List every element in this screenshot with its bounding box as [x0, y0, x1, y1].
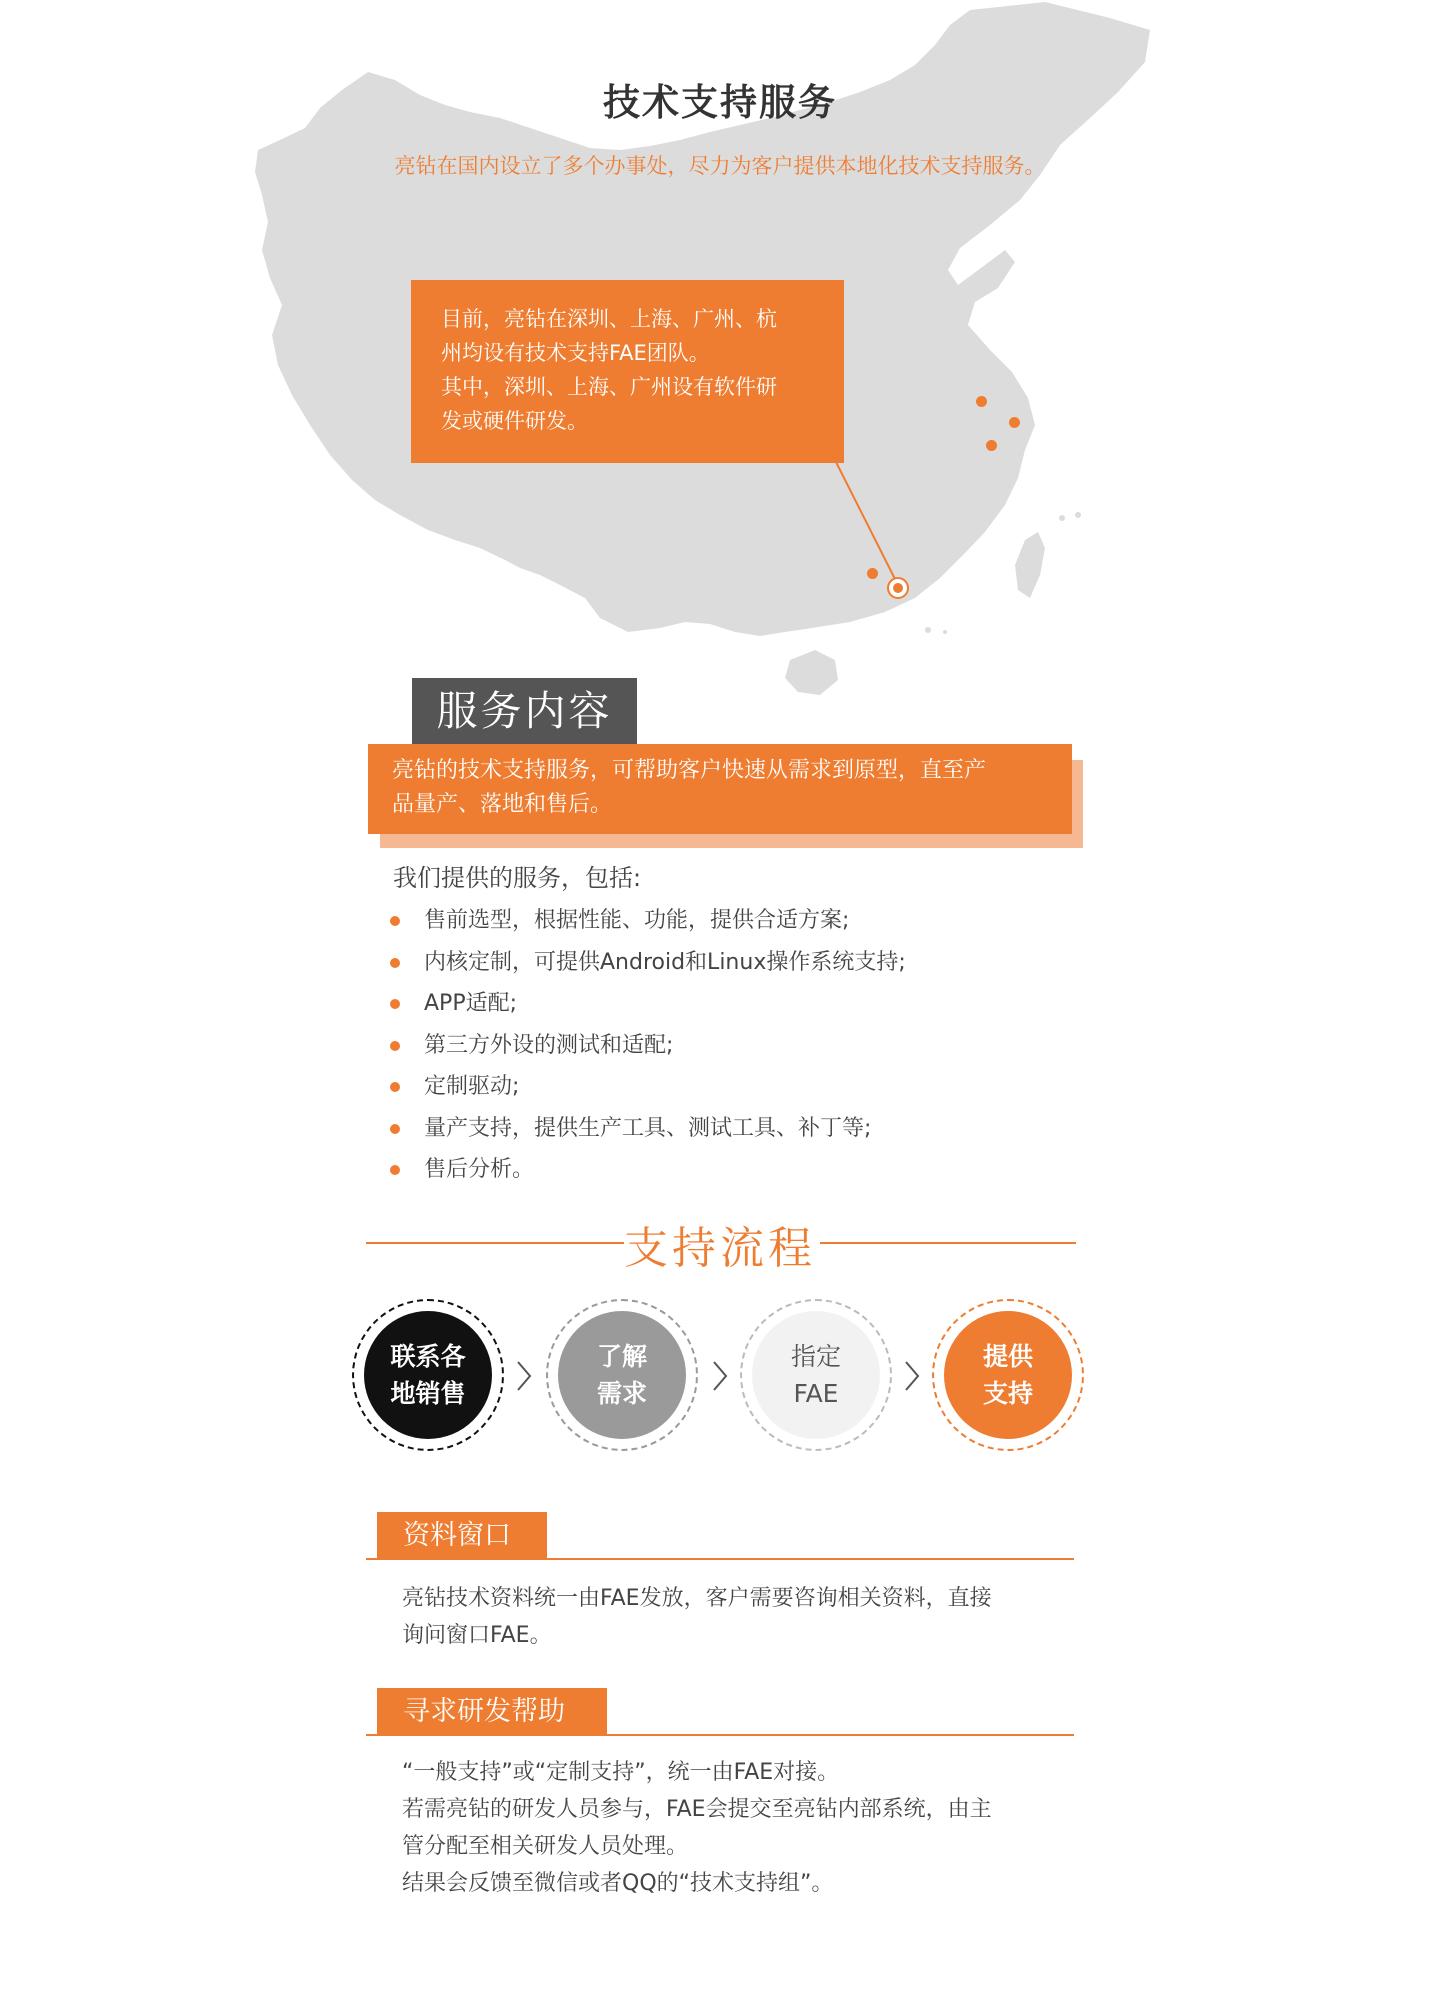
list-item-text: 售前选型，根据性能、功能，提供合适方案;: [424, 908, 850, 933]
list-item-text: 内核定制，可提供Android和Linux操作系统支持;: [424, 949, 906, 975]
services-banner-line: 品量产、落地和售后。: [392, 792, 613, 817]
rnd-line: 若需亮钻的研发人员参与，FAE会提交至亮钻内部系统，由主: [402, 1797, 992, 1822]
process-step-understand-needs: [546, 1299, 698, 1451]
services-heading: 服务内容: [412, 678, 637, 744]
office-marker-nanjing: [976, 396, 987, 407]
step-circle: [364, 1311, 492, 1439]
list-item-text: 售后分析。: [424, 1157, 535, 1182]
chevron-right-icon: [711, 1356, 729, 1396]
callout-line: 目前，亮钻在深圳、上海、广州、杭: [441, 307, 777, 331]
page-title: 技术支持服务: [603, 81, 837, 124]
office-marker-hangzhou: [986, 440, 997, 451]
callout-line: 发或硬件研发。: [441, 409, 588, 433]
services-intro: 我们提供的服务，包括:: [393, 864, 642, 892]
step-label: 联系各: [390, 1342, 466, 1371]
rnd-heading: 寻求研发帮助: [377, 1688, 607, 1736]
rnd-text: [402, 1754, 992, 1902]
bullet-dot-icon: [390, 916, 400, 926]
list-item: [388, 983, 906, 1025]
services-banner: [368, 744, 1072, 834]
rnd-line: 结果会反馈至微信或者QQ的“技术支持组”。: [402, 1871, 834, 1896]
list-item-text: 量产支持，提供生产工具、测试工具、补丁等;: [424, 1115, 872, 1141]
step-label: 需求: [596, 1379, 647, 1408]
list-item-text: 第三方外设的测试和适配;: [424, 1032, 674, 1058]
list-item: [388, 1066, 906, 1108]
office-marker-shenzhen: [887, 577, 909, 599]
step-label: 提供: [982, 1342, 1033, 1371]
services-banner-line: 亮钻的技术支持服务，可帮助客户快速从需求到原型，直至产: [392, 758, 987, 783]
list-item-text: 定制驱动;: [424, 1074, 520, 1099]
process-title: 支持流程: [624, 1223, 816, 1274]
step-circle: [752, 1311, 880, 1439]
process-step-assign-fae: [740, 1299, 892, 1451]
list-item: [388, 900, 906, 942]
office-marker-guangzhou: [867, 568, 878, 579]
rnd-line: 管分配至相关研发人员处理。: [402, 1834, 689, 1859]
office-callout: [411, 280, 844, 463]
step-label: FAE: [793, 1379, 839, 1408]
rnd-rule: [366, 1734, 1074, 1736]
step-label: 地销售: [390, 1379, 466, 1408]
chevron-right-icon: [903, 1356, 921, 1396]
page-subtitle: 亮钻在国内设立了多个办事处，尽力为客户提供本地化技术支持服务。: [394, 154, 1046, 178]
bullet-dot-icon: [390, 1124, 400, 1134]
process-step-contact-sales: [352, 1299, 504, 1451]
bullet-dot-icon: [390, 1082, 400, 1092]
bullet-dot-icon: [390, 999, 400, 1009]
bullet-dot-icon: [390, 1041, 400, 1051]
step-label: 了解: [596, 1342, 647, 1371]
docs-text: [402, 1580, 992, 1654]
list-item: [388, 1108, 906, 1150]
services-list: [388, 900, 906, 1191]
list-item-text: APP适配;: [424, 991, 517, 1016]
china-map-section: [0, 0, 1440, 720]
list-item: [388, 942, 906, 984]
docs-rule: [366, 1558, 1074, 1560]
step-label: 指定: [790, 1342, 841, 1371]
callout-line: 其中，深圳、上海、广州设有软件研: [441, 375, 777, 399]
office-marker-shanghai: [1009, 417, 1020, 428]
callout-line: 州均设有技术支持FAE团队。: [441, 341, 710, 365]
step-circle: [944, 1311, 1072, 1439]
step-circle: [558, 1311, 686, 1439]
process-step-provide-support: [932, 1299, 1084, 1451]
list-item: [388, 1025, 906, 1067]
rnd-line: “一般支持”或“定制支持”，统一由FAE对接。: [402, 1760, 840, 1785]
bullet-dot-icon: [390, 958, 400, 968]
step-label: 支持: [982, 1379, 1033, 1408]
chevron-right-icon: [515, 1356, 533, 1396]
docs-heading: 资料窗口: [377, 1512, 547, 1560]
docs-line: 亮钻技术资料统一由FAE发放，客户需要咨询相关资料，直接: [402, 1586, 992, 1611]
bullet-dot-icon: [390, 1165, 400, 1175]
docs-line: 询问窗口FAE。: [402, 1623, 552, 1648]
list-item: [388, 1149, 906, 1191]
